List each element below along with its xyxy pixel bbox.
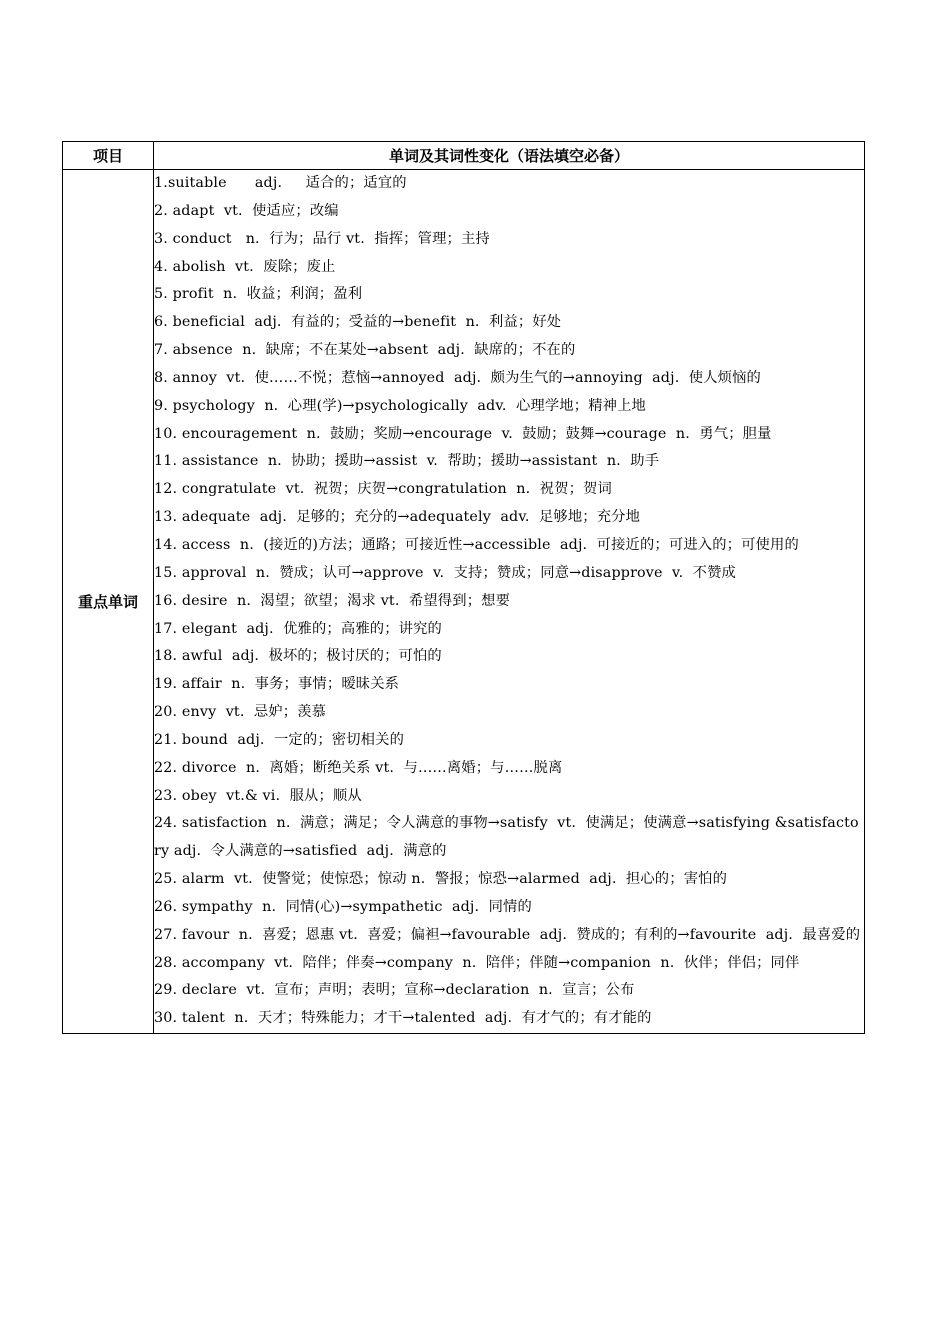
list-item: 25. alarm vt. 使警觉；使惊恐；惊动 n. 警报；惊恐→alarmed adj. 担心的；害怕的 <box>154 871 728 888</box>
header-content: 单词及其词性变化（语法填空必备） <box>154 142 865 170</box>
list-item: 20. envy vt. 忌妒；羡慕 <box>154 704 327 721</box>
list-item: 15. approval n. 赞成；认可→approve v. 支持；赞成；同意→disapprove v. 不赞成 <box>154 564 736 581</box>
list-item: 11. assistance n. 协助；援助→assist v. 帮助；援助→assistant n. 助手 <box>154 453 660 470</box>
list-item: 22. divorce n. 离婚；断绝关系 vt. 与……离婚；与……脱离 <box>154 759 563 776</box>
list-item: 4. abolish vt. 废除；废止 <box>154 258 336 275</box>
list-item: 5. profit n. 收益；利润；盈利 <box>154 286 363 303</box>
list-item: 12. congratulate vt. 祝贺；庆贺→congratulation n. 祝贺；贺词 <box>154 481 612 498</box>
list-item: 6. beneficial adj. 有益的；受益的→benefit n. 利益；好处 <box>154 314 562 331</box>
list-item: 24. satisfaction n. 满意；满足；令人满意的事物→satisfy vt. 使满足；使满意→satisfying &satisfactory adj. 令人满意的→satisfied adj. 满意的 <box>154 815 859 860</box>
list-item: 27. favour n. 喜爱；恩惠 vt. 喜爱；偏袒→favourable adj. 赞成的；有利的→favourite adj. 最喜爱的 <box>154 926 861 943</box>
list-item: 19. affair n. 事务；事情；暧昧关系 <box>154 676 400 693</box>
list-item: 3. conduct n. 行为；品行 vt. 指挥；管理；主持 <box>154 230 490 247</box>
list-item: 7. absence n. 缺席；不在某处→absent adj. 缺席的；不在的 <box>154 342 576 359</box>
list-item: 10. encouragement n. 鼓励；奖励→encourage v. 鼓励；鼓舞→courage n. 勇气；胆量 <box>154 425 772 442</box>
table-header-row <box>63 142 865 170</box>
list-item: 21. bound adj. 一定的；密切相关的 <box>154 731 405 748</box>
list-item: 9. psychology n. 心理(学)→psychologically adv. 心理学地；精神上地 <box>154 397 646 414</box>
list-item: 14. access n. (接近的)方法；通路；可接近性→accessible adj. 可接近的；可进入的；可使用的 <box>154 536 799 553</box>
list-item: 26. sympathy n. 同情(心)→sympathetic adj. 同情的 <box>154 898 532 915</box>
list-item: 2. adapt vt. 使适应；改编 <box>154 202 339 219</box>
list-item: 1.suitable adj. 适合的；适宜的 <box>154 175 407 191</box>
header-item: 项目 <box>63 142 154 170</box>
category-label: 重点单词 <box>63 170 154 1034</box>
list-item: 13. adequate adj. 足够的；充分的→adequately adv. 足够地；充分地 <box>154 509 641 526</box>
vocabulary-table <box>62 141 865 1034</box>
list-item: 8. annoy vt. 使……不悦；惹恼→annoyed adj. 颇为生气的→annoying adj. 使人烦恼的 <box>154 369 762 386</box>
list-item: 18. awful adj. 极坏的；极讨厌的；可怕的 <box>154 648 442 665</box>
list-item: 28. accompany vt. 陪伴；伴奏→company n. 陪伴；伴随→companion n. 伙伴；伴侣；同伴 <box>154 954 800 971</box>
list-item: 16. desire n. 渴望；欲望；渴求 vt. 希望得到；想要 <box>154 592 511 609</box>
list-item: 23. obey vt.& vi. 服从；顺从 <box>154 787 362 804</box>
list-item: 30. talent n. 天才；特殊能力；才干→talented adj. 有才气的；有才能的 <box>154 1010 652 1027</box>
word-list <box>154 170 865 1034</box>
list-item: 17. elegant adj. 优雅的；高雅的；讲究的 <box>154 620 442 637</box>
table-row <box>63 170 865 1034</box>
list-item: 29. declare vt. 宣布；声明；表明；宣称→declaration n. 宣言；公布 <box>154 982 635 999</box>
